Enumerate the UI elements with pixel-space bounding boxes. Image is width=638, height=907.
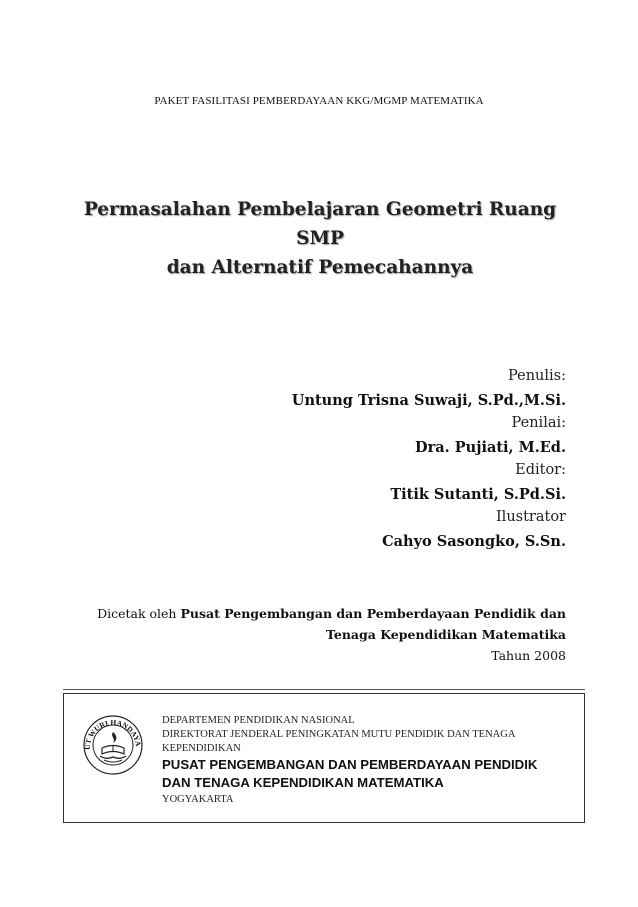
credits-block <box>166 365 566 553</box>
institution-box <box>63 693 585 823</box>
credit-role-editor: Editor: <box>515 462 566 478</box>
directorate-line-1: DIREKTORAT JENDERAL PENINGKATAN MUTU PENDIDIK DAN TENAGA <box>162 729 516 740</box>
tut-wuri-handayani-logo <box>80 710 146 776</box>
publisher-name-line-2: Tenaga Kependidikan Matematika <box>326 627 566 642</box>
publication-year: Tahun 2008 <box>491 648 566 663</box>
credit-name-writer: Untung Trisna Suwaji, S.Pd.,M.Si. <box>291 391 566 409</box>
credit-role-illustrator: Ilustrator <box>495 509 566 525</box>
center-name-line-1: PUSAT PENGEMBANGAN DAN PEMBERDAYAAN PENDIDIK <box>162 757 538 772</box>
printed-by-block <box>96 603 566 666</box>
series-header: PAKET FASILITASI PEMBERDAYAAN KKG/MGMP MATEMATIKA <box>154 95 484 107</box>
city: YOGYAKARTA <box>162 794 234 805</box>
printed-by-prefix: Dicetak oleh <box>97 606 181 621</box>
document-title <box>60 195 580 282</box>
credit-name-illustrator: Cahyo Sasongko, S.Sn. <box>382 532 566 550</box>
credit-name-editor: Titik Sutanti, S.Pd.Si. <box>390 485 566 503</box>
center-name-line-2: DAN TENAGA KEPENDIDIKAN MATEMATIKA <box>162 774 444 790</box>
directorate-line-2: KEPENDIDIKAN <box>162 743 241 754</box>
department-name: DEPARTEMEN PENDIDIKAN NASIONAL <box>162 715 355 726</box>
title-line-1: Permasalahan Pembelajaran Geometri Ruang SMP <box>83 199 557 249</box>
publisher-name-line-1: Pusat Pengembangan dan Pemberdayaan Pendidik dan <box>180 606 566 621</box>
title-line-2: dan Alternatif Pemecahannya <box>166 257 474 278</box>
credit-name-reviewer: Dra. Pujiati, M.Ed. <box>415 438 566 456</box>
printed-by-line-1 <box>96 603 566 624</box>
footer-divider <box>63 689 585 690</box>
institution-info <box>162 714 582 807</box>
credit-role-writer: Penulis: <box>508 368 566 384</box>
credit-role-reviewer: Penilai: <box>511 415 566 431</box>
logo-motto: UT WURI HANDAYA <box>82 717 144 750</box>
